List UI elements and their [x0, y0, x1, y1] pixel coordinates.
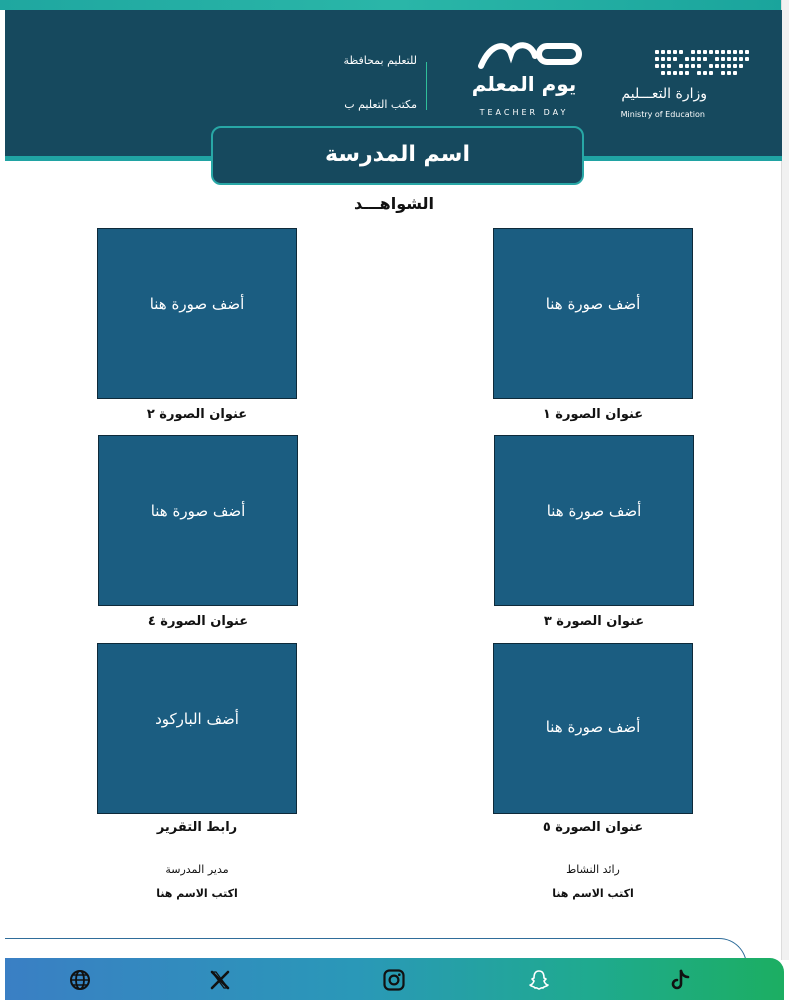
photo-caption-1: عنوان الصورة ١	[542, 407, 644, 422]
photo-placeholder-text: أضف صورة هنا	[545, 718, 641, 736]
ministry-dot	[739, 57, 743, 61]
ministry-dot	[709, 71, 713, 75]
ministry-dot	[697, 57, 701, 61]
footer-bar	[5, 958, 784, 1000]
ministry-dot	[655, 57, 659, 61]
ministry-dot	[733, 64, 737, 68]
ministry-dot	[661, 50, 665, 54]
photo-placeholder-text: أضف صورة هنا	[546, 502, 642, 520]
ministry-dot	[667, 50, 671, 54]
school-name: اسم المدرسة	[325, 142, 470, 167]
photo-placeholder-4[interactable]	[98, 435, 298, 606]
top-accent-bar	[0, 0, 789, 10]
teacher-day-title-ar: يوم المعلم	[471, 72, 577, 96]
ministry-dot	[721, 71, 725, 75]
ministry-dot	[739, 50, 743, 54]
ministry-dot	[727, 71, 731, 75]
ministry-dot	[679, 50, 683, 54]
principal-role: مدير المدرسة	[165, 863, 229, 876]
ministry-dot	[703, 50, 707, 54]
ministry-dot	[745, 57, 749, 61]
photo-caption-5: عنوان الصورة ٥	[542, 820, 644, 835]
ministry-dot	[691, 64, 695, 68]
ministry-dot	[685, 64, 689, 68]
barcode-placeholder-text: أضف الباركود	[155, 710, 239, 728]
ministry-dot	[715, 50, 719, 54]
ministry-dot	[685, 71, 689, 75]
teacher-day-title-en: TEACHER DAY	[479, 108, 569, 117]
photo-caption-2: عنوان الصورة ٢	[146, 407, 248, 422]
ministry-dot	[703, 71, 707, 75]
activity-leader-role: رائد النشاط	[566, 863, 620, 876]
ministry-name-en: Ministry of Education	[620, 110, 705, 119]
office-line-1: للتعليم بمحافظة	[343, 54, 417, 67]
ministry-dots-icon	[655, 50, 751, 80]
photo-caption-4: عنوان الصورة ٤	[147, 614, 249, 629]
ministry-dot	[739, 64, 743, 68]
ministry-dot	[745, 50, 749, 54]
ministry-name-ar: وزارة التعـــليم	[621, 86, 707, 102]
ministry-dot	[673, 50, 677, 54]
photo-placeholder-3[interactable]	[494, 435, 694, 606]
ministry-dot	[733, 57, 737, 61]
ministry-dot	[667, 64, 671, 68]
report-link-caption: رابط التقرير	[156, 820, 238, 835]
ministry-dot	[715, 57, 719, 61]
ministry-dot	[661, 64, 665, 68]
photo-placeholder-5[interactable]	[493, 643, 693, 814]
photo-placeholder-text: أضف صورة هنا	[149, 295, 245, 313]
ministry-dot	[673, 71, 677, 75]
office-line-2: مكتب التعليم ب	[344, 98, 417, 111]
photo-caption-3: عنوان الصورة ٣	[543, 614, 645, 629]
photo-placeholder-1[interactable]	[493, 228, 693, 399]
ministry-dot	[715, 64, 719, 68]
ministry-dot	[679, 71, 683, 75]
teacher-day-art-icon	[477, 38, 583, 72]
ministry-dot	[721, 50, 725, 54]
ministry-dot	[667, 71, 671, 75]
ministry-dot	[691, 50, 695, 54]
ministry-dot	[685, 57, 689, 61]
ministry-dot	[673, 57, 677, 61]
ministry-dot	[697, 71, 701, 75]
principal-name: اكتب الاسم هنا	[156, 887, 238, 900]
snapchat-icon[interactable]	[526, 967, 552, 993]
ministry-dot	[709, 64, 713, 68]
barcode-placeholder[interactable]	[97, 643, 297, 814]
tiktok-icon[interactable]	[667, 967, 693, 993]
ministry-dot	[679, 64, 683, 68]
ministry-dot	[661, 71, 665, 75]
photo-placeholder-2[interactable]	[97, 228, 297, 399]
x-icon[interactable]	[207, 967, 233, 993]
ministry-dot	[661, 57, 665, 61]
ministry-dot	[721, 64, 725, 68]
ministry-dot	[655, 64, 659, 68]
ministry-dot	[697, 64, 701, 68]
ministry-dot	[733, 71, 737, 75]
ministry-dot	[727, 64, 731, 68]
ministry-dot	[721, 57, 725, 61]
ministry-logo	[603, 48, 753, 128]
evidence-title: الشواهـــد	[353, 194, 435, 213]
ministry-dot	[727, 57, 731, 61]
ministry-dot	[667, 57, 671, 61]
ministry-dot	[703, 57, 707, 61]
instagram-icon[interactable]	[381, 967, 407, 993]
ministry-dot	[697, 50, 701, 54]
school-name-box	[211, 126, 584, 185]
photo-placeholder-text: أضف صورة هنا	[150, 502, 246, 520]
activity-leader-name: اكتب الاسم هنا	[552, 887, 634, 900]
ministry-dot	[727, 50, 731, 54]
photo-placeholder-text: أضف صورة هنا	[545, 295, 641, 313]
teacher-day-logo	[465, 38, 585, 128]
header-divider	[426, 62, 427, 110]
ministry-dot	[691, 57, 695, 61]
page-edge	[781, 0, 789, 960]
ministry-dot	[709, 50, 713, 54]
ministry-dot	[733, 50, 737, 54]
ministry-dot	[655, 50, 659, 54]
globe-icon[interactable]	[67, 967, 93, 993]
